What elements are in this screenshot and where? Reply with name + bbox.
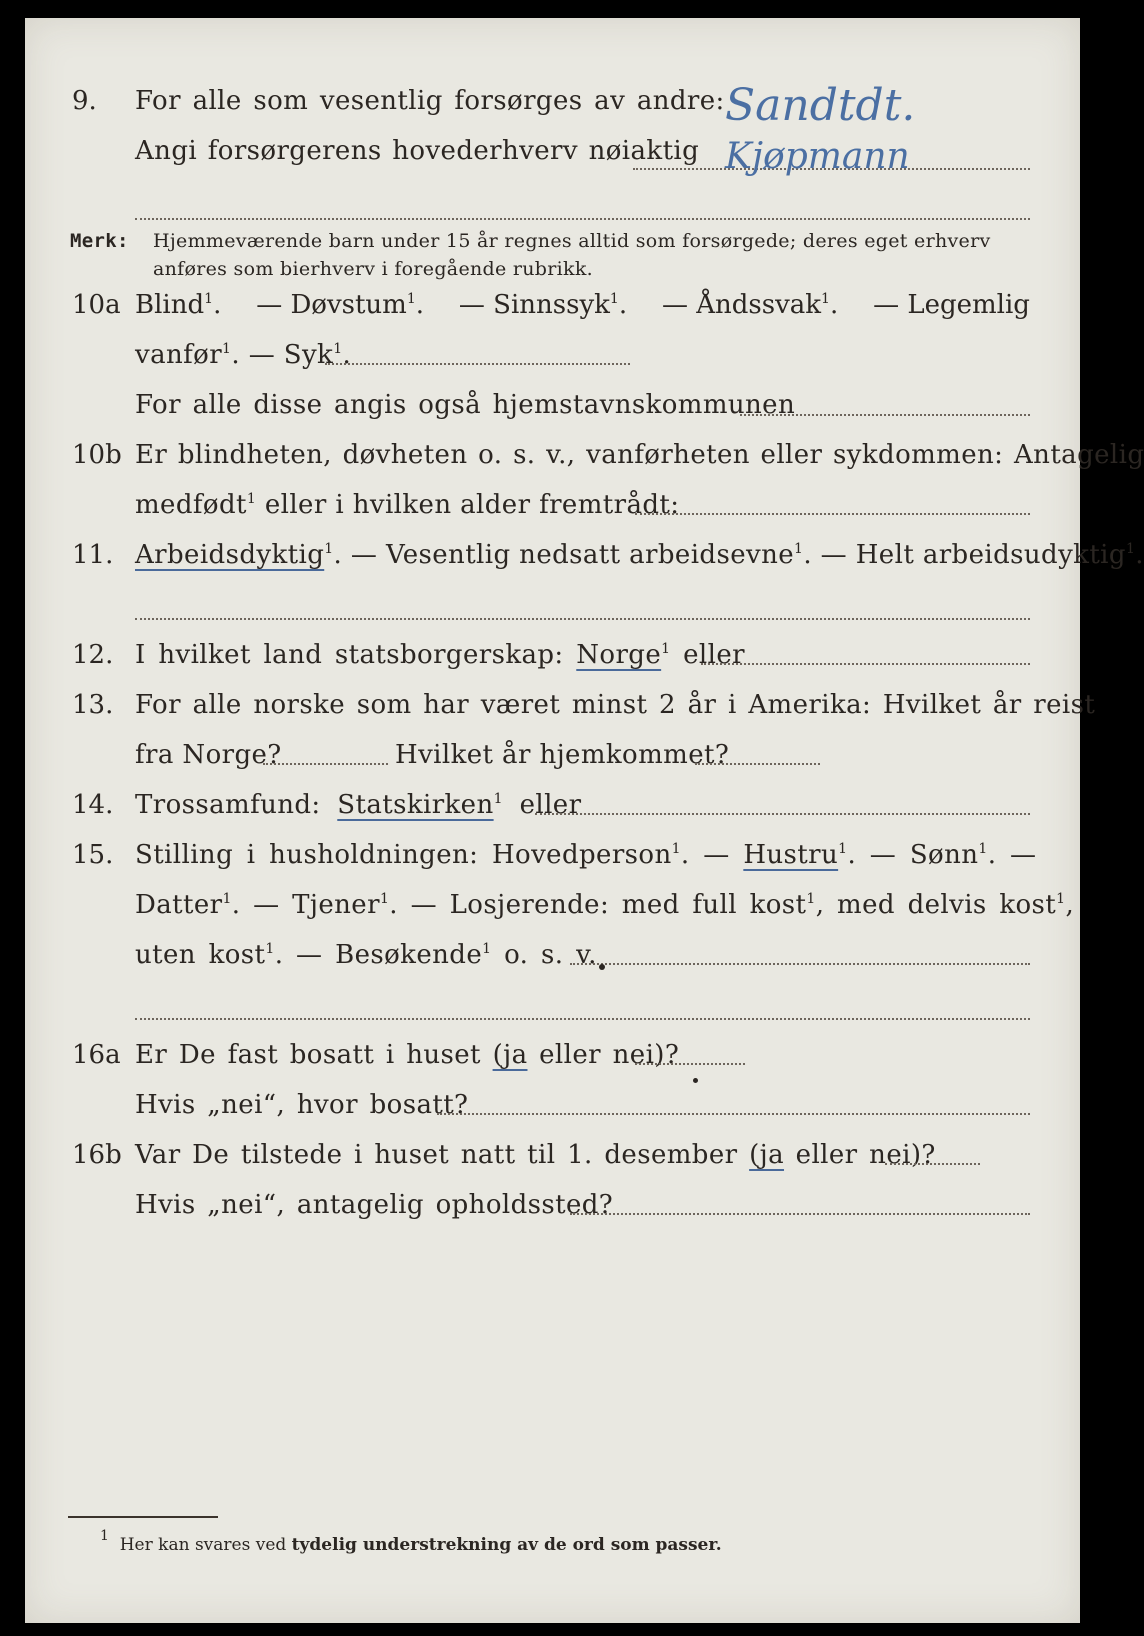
- census-form-page: [25, 18, 1144, 1623]
- q11-answer-line: [135, 618, 1030, 620]
- q14-answer-line: [535, 813, 1030, 815]
- q10a-item-sinnssyk: — Sinnssyk$^1$.: [458, 290, 628, 320]
- q15-extra-line: [135, 1018, 1030, 1020]
- q16a-number: 16a: [72, 1040, 121, 1070]
- q9-number: 9.: [72, 86, 97, 116]
- q10a-item-dovstum: — Døvstum$^1$.: [256, 290, 425, 320]
- q16a-line1: Er De fast bosatt i huset (ja eller nei)?: [135, 1040, 680, 1070]
- q10b-line2: medfødt$^1$ eller i hvilken alder fremtrådt:: [135, 490, 680, 520]
- merk-label: Merk:: [70, 230, 129, 252]
- q13-line2b: Hvilket år hjemkommet?: [395, 740, 730, 770]
- q15-line3: uten kost$^1$. — Besøkende$^1$ o. s. v.: [135, 940, 597, 970]
- q15-answer-line: [570, 963, 1030, 965]
- q13-number: 13.: [72, 690, 114, 720]
- q16b-line1: Var De tilstede i huset natt til 1. desember (ja eller nei)?: [135, 1140, 936, 1170]
- q10b-answer-line: [635, 513, 1030, 515]
- q13-reist-line: [263, 763, 388, 765]
- q10a-line1: [135, 290, 1030, 320]
- q10a-line2: vanfør$^1$. — Syk$^1$.: [135, 340, 352, 370]
- q13-line1: For alle norske som har været minst 2 år i Amerika: Hvilket år reist: [135, 690, 1096, 720]
- q16a-bosatt-line: [437, 1113, 1030, 1115]
- q11-line: Arbeidsdyktig$^1$. — Vesentlig nedsatt arbeidsevne$^1$. — Helt arbeidsudyktig$^1$.: [135, 540, 1144, 570]
- q15-line1: Stilling i husholdningen: Hovedperson$^1$. — Hustru$^1$. — Sønn$^1$. —: [135, 840, 1037, 870]
- q12-answer-line: [701, 663, 1030, 665]
- q15-line2: Datter$^1$. — Tjener$^1$. — Losjerende: med full kost$^1$, med delvis kost$^1$,: [135, 890, 1075, 920]
- q10a-line3: For alle disse angis også hjemstavnskommunen: [135, 390, 796, 420]
- q16b-answer-line: [885, 1163, 980, 1165]
- q10b-line1: Er blindheten, døvheten o. s. v., vanførheten eller sykdommen: Antagelig: [135, 440, 1144, 470]
- q10a-item-blind: Blind$^1$.: [135, 290, 222, 320]
- q15-number: 15.: [72, 840, 114, 870]
- q10a-kommune-line: [740, 414, 1030, 416]
- q9-extra-line: [135, 218, 1030, 220]
- q10a-item-legemlig: — Legemlig: [873, 290, 1030, 320]
- ink-speck: [599, 964, 605, 970]
- q9-line2: Angi forsørgerens hovederhverv nøiaktig: [135, 136, 700, 166]
- q13-line2a: fra Norge?: [135, 740, 282, 770]
- q12-line: I hvilket land statsborgerskap: Norge$^1$ eller: [135, 640, 745, 670]
- footnote: $^1$ Her kan svares ved tydelig understrekning av de ord som passer.: [100, 1528, 722, 1555]
- q16a-answer-line: [635, 1063, 745, 1065]
- q16a-line2: Hvis „nei“, hvor bosatt?: [135, 1090, 469, 1120]
- footnote-rule: [68, 1516, 218, 1518]
- ink-speck-2: [693, 1078, 698, 1083]
- q13-hjemkommet-line: [695, 763, 820, 765]
- q14-number: 14.: [72, 790, 114, 820]
- q10b-number: 10b: [72, 440, 122, 470]
- q16b-number: 16b: [72, 1140, 122, 1170]
- q9-line1: For alle som vesentlig forsørges av andre:: [135, 86, 725, 116]
- q16b-opholdssted-line: [570, 1213, 1030, 1215]
- q14-line: Trossamfund: Statskirken$^1$ eller: [135, 790, 582, 820]
- q10a-syk-line: [325, 363, 630, 365]
- handwritten-name: Sandtdt.: [725, 80, 916, 131]
- q10a-item-andssvak: — Åndssvak$^1$.: [661, 290, 839, 320]
- q16b-line2: Hvis „nei“, antagelig opholdssted?: [135, 1190, 614, 1220]
- handwritten-occupation: Kjøpmann: [725, 136, 910, 177]
- q11-number: 11.: [72, 540, 114, 570]
- merk-line1: Hjemmeværende barn under 15 år regnes alltid som forsørgede; deres eget erhverv: [153, 230, 991, 252]
- merk-line2: anføres som bierhverv i foregående rubrikk.: [153, 258, 593, 280]
- q10a-number: 10a: [72, 290, 121, 320]
- q12-number: 12.: [72, 640, 114, 670]
